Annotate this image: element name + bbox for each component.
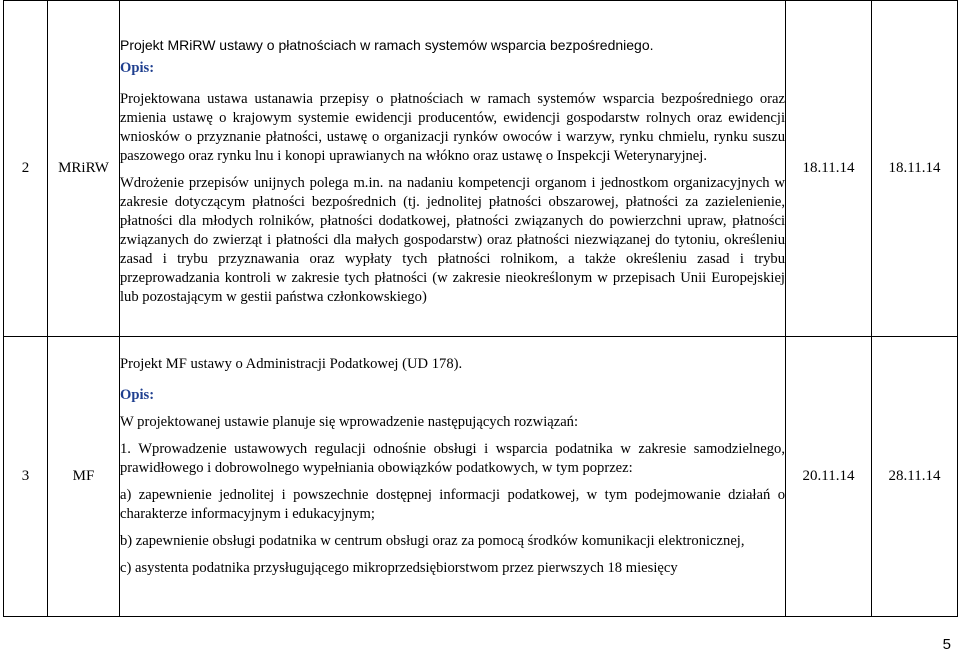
row-number: 3: [4, 337, 48, 617]
description-item: a) zapewnienie jednolitej i powszechnie dostępnej informacji podatkowej, w tym podejmowanie działań o charakterze informacyjnym i edukacyjnym;: [120, 487, 785, 522]
opis-heading: Opis:: [120, 60, 155, 76]
description-cell: [120, 1, 786, 337]
date-cell: 28.11.14: [872, 337, 958, 617]
description-paragraph: Projektowana ustawa ustanawia przepisy o płatnościach w ramach systemów wsparcia bezpośredniego oraz zmienia ustawę o krajowym systemie ewidencji producentów, ewidencji gospodarstw rolnych oraz ewidencji wniosków o przyznanie płatności, ustawę o organizacji rynków owoców i warzyw, rynku chmielu, rynku suszu paszowego oraz rynku lnu i konopi uprawianych na włókno oraz ustawę o Inspekcji Weterynaryjnej.: [120, 91, 785, 164]
description-point: 1. Wprowadzenie ustawowych regulacji odnośnie obsługi i wsparcia podatnika w zakresie samodzielnego, prawidłowego i dobrowolnego wypełniania obowiązków podatkowych, w tym poprzez:: [120, 441, 785, 476]
date-cell: 18.11.14: [872, 1, 958, 337]
date-cell: 18.11.14: [786, 1, 872, 337]
project-title: Projekt MRiRW ustawy o płatnościach w ramach systemów wsparcia bezpośredniego.: [120, 37, 654, 53]
table-row: [4, 337, 958, 617]
description-item: c) asystenta podatnika przysługującego mikroprzedsiębiorstwom przez pierwszych 18 miesięcy: [120, 560, 678, 576]
description-item: b) zapewnienie obsługi podatnika w centrum obsługi oraz za pomocą środków komunikacji elektronicznej,: [120, 533, 745, 549]
legislation-table: [3, 0, 958, 617]
row-number: 2: [4, 1, 48, 337]
table-row: [4, 1, 958, 337]
date-cell: 20.11.14: [786, 337, 872, 617]
page-number: 5: [942, 636, 951, 653]
opis-heading: Opis:: [120, 387, 155, 403]
institution-cell: MF: [48, 337, 120, 617]
institution-cell: MRiRW: [48, 1, 120, 337]
project-title: Projekt MF ustawy o Administracji Podatkowej (UD 178).: [120, 356, 463, 372]
paragraph-lead: Wdrożenie przepisów unijnych polega m.in. na nadaniu kompetencji organom i jednostkom organizacyjnych w zakresie dotyczącym płatności bezpośrednich (tj.: [120, 175, 785, 210]
description-intro: W projektowanej ustawie planuje się wprowadzenie następujących rozwiązań:: [120, 414, 579, 430]
description-content: [120, 355, 785, 610]
paragraph-rest: jednolitej płatności obszarowej, płatności za zazielenienie, płatności dla młodych rolników, płatności dodatkowej, płatności związanych do powierzchni upraw, płatności związanych do zwierząt i płatności dla małych gospodarstw) oraz płatności niezwiązanej do tytoniu, określeniu zasad i trybu przyznawania oraz wypłaty tych płatności rolnikom, a także określeniu zasad i trybu przeprowadzania kontroli w zakresie tych płatności (w zakresie nieokreślonym w przepisach Unii Europejskiej lub pozostającym w gestii państwa członkowskiego): [120, 194, 785, 305]
description-paragraph: [120, 174, 785, 307]
description-cell: [120, 337, 786, 617]
